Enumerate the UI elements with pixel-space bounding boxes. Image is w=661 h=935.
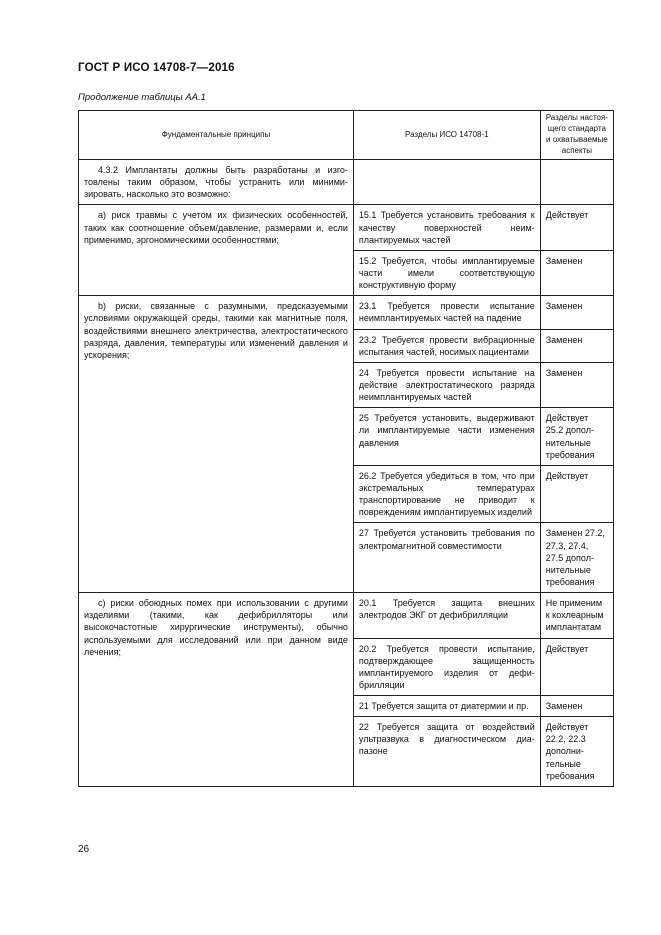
principle-text: с) риски обоюдных помех при использовании с другими изделиями (такими, как дефибрилляторы или высокочастотные хирургические инструменты), обычно используемыми для исследований или при данном виде лечения;	[84, 598, 348, 657]
status-cell: Заменен	[540, 696, 613, 717]
table-row	[79, 205, 614, 250]
principle-cell	[79, 296, 354, 593]
section-cell: 24 Требуется провести испытание на действие электростатического разряда неимплантируемых частей	[353, 362, 540, 407]
column-header: Разделы ИСО 14708-1	[353, 111, 540, 160]
table-header-row	[79, 111, 614, 160]
status-cell: Не применим к кохлеарным имплантатам	[540, 593, 613, 638]
status-cell: Действует	[540, 465, 613, 523]
table-row	[79, 160, 614, 205]
principle-cell	[79, 593, 354, 787]
section-cell: 25 Требуется установить, выдерживают ли имплантируемые части изменения давления	[353, 408, 540, 466]
section-cell: 23.2 Требуется провести вибрационные испытания частей, носимых пациентами	[353, 329, 540, 362]
section-cell: 20.2 Требуется провести испытание, подтверждающее защищенность имплантируемого изделия от дефибрилляции	[353, 638, 540, 696]
status-cell: Действует	[540, 205, 613, 250]
status-cell: Заменен	[540, 296, 613, 329]
status-cell: Действует 22.2, 22.3 дополнительные требования	[540, 717, 613, 787]
table-caption: Продолжение таблицы АА.1	[78, 92, 206, 103]
principles-table	[78, 110, 614, 787]
status-cell: Заменен	[540, 329, 613, 362]
table-row	[79, 593, 614, 638]
status-cell: Заменен	[540, 362, 613, 407]
column-header: Разделы настоящего стандарта и охватываемые аспекты	[540, 111, 613, 160]
status-cell	[540, 160, 613, 205]
status-cell: Действует	[540, 638, 613, 696]
principle-text: а) риск травмы с учетом их физических особенностей, таких как соотношение объем/давление, размерами и, если применимо, эргономическими особенностями;	[84, 210, 348, 245]
section-cell: 23.1 Требуется провести испытание неимплантируемых частей на падение	[353, 296, 540, 329]
status-cell: Заменен 27.2, 27.3, 27.4, 27.5 дополнительные требования	[540, 523, 613, 593]
section-cell	[353, 160, 540, 205]
principle-cell	[79, 205, 354, 296]
section-cell: 15.1 Требуется установить требования к качеству поверхностей неимплантируемых частей	[353, 205, 540, 250]
principle-text: b) риски, связанные с разумными, предсказуемыми условиями окружающей среды, такими как магнитные поля, воздействиями внешнего электричества, электростатического разряда, давления, температуры или изменений давления и ускорения;	[84, 301, 348, 360]
table-row	[79, 296, 614, 329]
section-cell: 26.2 Требуется убедиться в том, что при экстремальных температурах транспортирование не приводит к повреждениям имплантируемых изделий	[353, 465, 540, 523]
document-header: ГОСТ Р ИСО 14708-7—2016	[78, 62, 235, 74]
section-cell: 27 Требуется установить требования по электромагнитной совместимости	[353, 523, 540, 593]
principle-intro: 4.3.2 Имплантаты должны быть разработаны и изготовлены таким образом, чтобы устранить или минимизировать, насколько это возможно:	[84, 165, 348, 200]
status-cell: Действует 25.2 дополнительные требования	[540, 408, 613, 466]
principle-cell	[79, 160, 354, 205]
section-cell: 21 Требуется защита от диатермии и пр.	[353, 696, 540, 717]
section-cell: 15.2 Требуется, чтобы имплантируемые части имели соответствующую конструктивную форму	[353, 250, 540, 295]
status-cell: Заменен	[540, 250, 613, 295]
section-cell: 22 Требуется защита от воздействий ультразвука в диагностическом диапазоне	[353, 717, 540, 787]
column-header: Фундаментальные принципы	[79, 111, 354, 160]
section-cell: 20.1 Требуется защита внешних электродов ЭКГ от дефибрилляции	[353, 593, 540, 638]
page-number: 26	[78, 844, 90, 855]
